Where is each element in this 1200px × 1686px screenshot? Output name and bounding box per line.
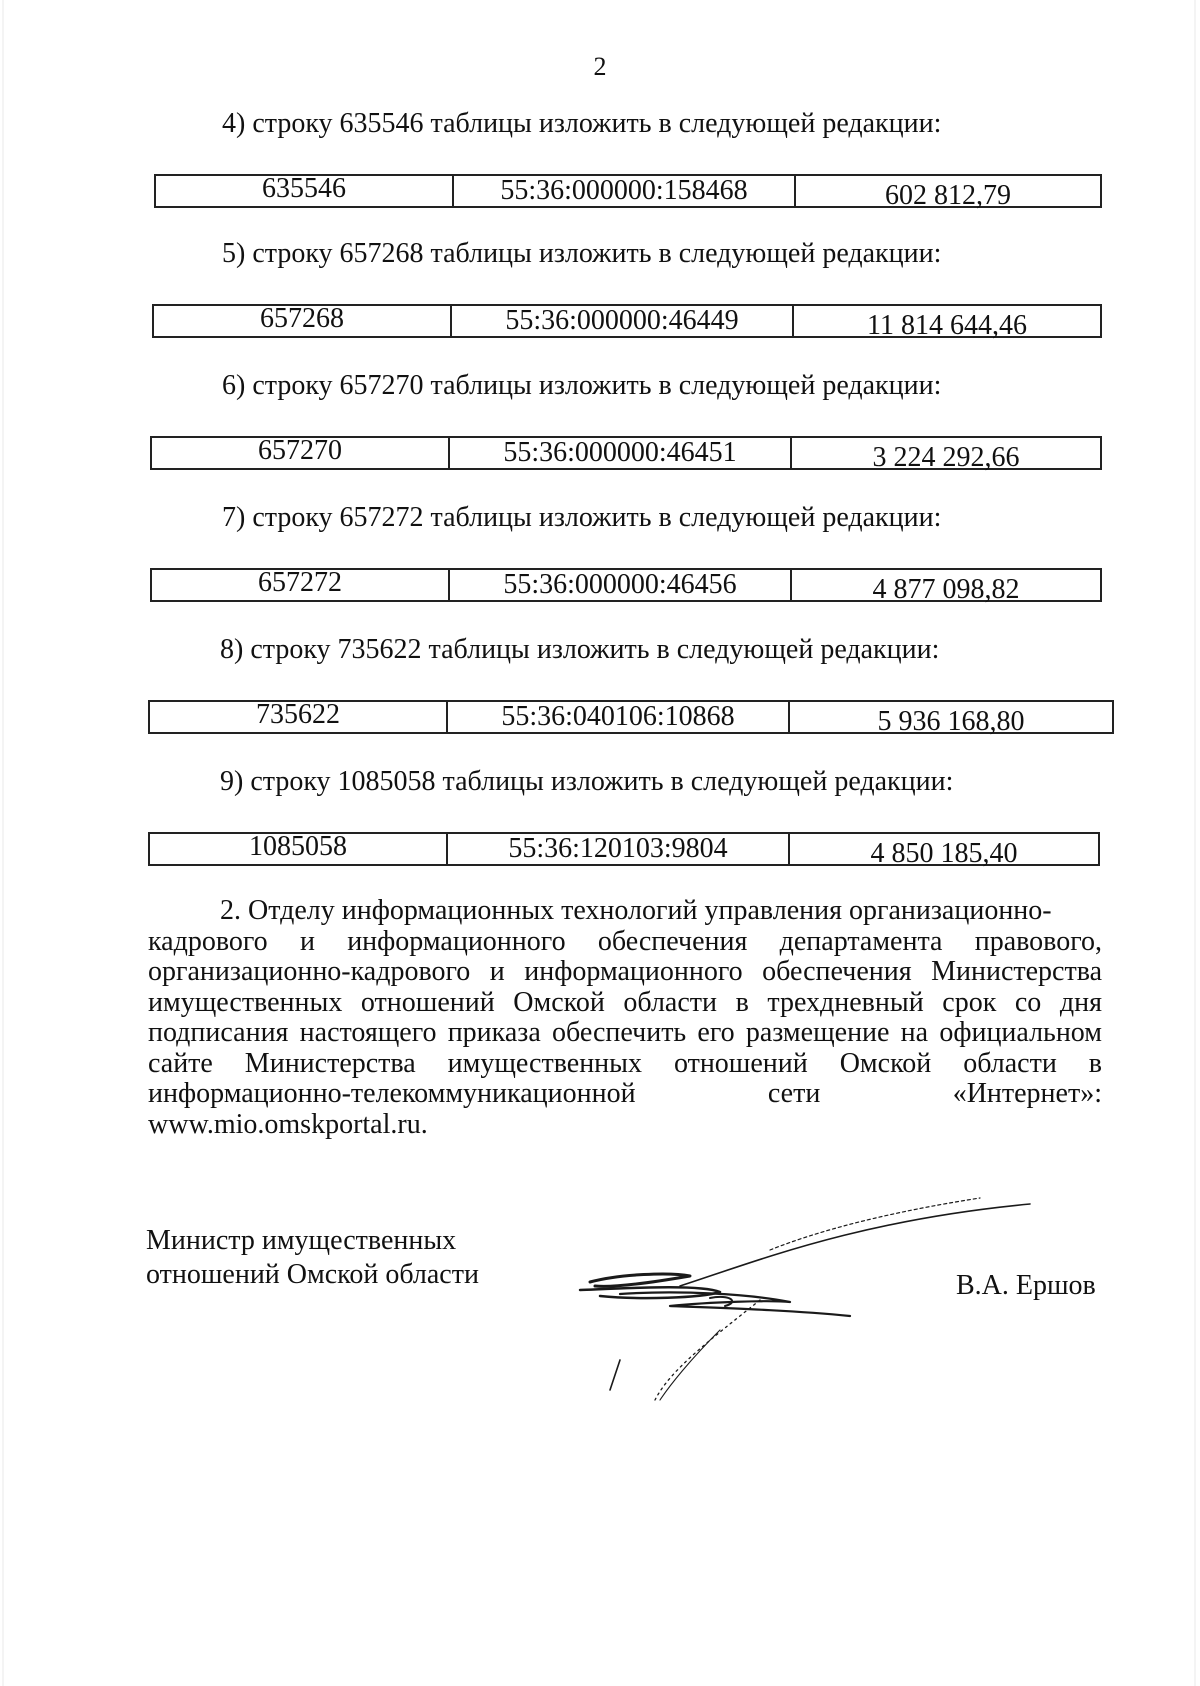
value-cell: 5 936 168,80 (877, 706, 1025, 737)
instruction-paragraph (148, 896, 1102, 1140)
row-id-cell: 657268 (154, 306, 452, 336)
table-row (150, 567, 1102, 605)
table-row (154, 173, 1102, 211)
row-id-cell: 657272 (152, 570, 450, 600)
cadastral-number-cell: 55:36:000000:46449 (452, 306, 794, 336)
row-caption: 4) строку 635546 таблицы изложить в следующей редакции: (222, 108, 942, 139)
row-id-cell: 657270 (152, 438, 450, 468)
value-cell: 602 812,79 (885, 180, 1011, 211)
cadastral-number-cell: 55:36:040106:10868 (448, 702, 790, 732)
value-cell: 11 814 644,46 (867, 310, 1027, 341)
signer-title-line2: отношений Омской области (146, 1259, 479, 1290)
row-caption: 6) строку 657270 таблицы изложить в следующей редакции: (222, 370, 942, 401)
signer-title (146, 1224, 479, 1292)
handwritten-signature (560, 1190, 1060, 1420)
cadastral-number-cell: 55:36:000000:46451 (450, 438, 792, 468)
row-caption: 7) строку 657272 таблицы изложить в следующей редакции: (222, 502, 942, 533)
row-caption: 9) строку 1085058 таблицы изложить в следующей редакции: (220, 766, 954, 797)
row-id-cell: 735622 (150, 702, 448, 732)
cadastral-number-cell: 55:36:000000:158468 (454, 176, 796, 206)
scan-edge-right (1194, 0, 1196, 1686)
table-row (152, 303, 1102, 341)
table-row (148, 699, 1114, 737)
scan-edge-left (2, 0, 4, 1686)
cadastral-number-cell: 55:36:000000:46456 (450, 570, 792, 600)
paragraph-first-line: 2. Отделу информационных технологий управления организационно- (220, 895, 1052, 926)
signer-title-line1: Министр имущественных (146, 1225, 457, 1256)
value-cell: 4 850 185,40 (870, 838, 1018, 869)
table-row (150, 435, 1102, 473)
value-cell: 3 224 292,66 (872, 442, 1020, 473)
cadastral-number-cell: 55:36:120103:9804 (448, 834, 790, 864)
value-cell: 4 877 098,82 (872, 574, 1020, 605)
page-number: 2 (593, 52, 607, 81)
table-row (148, 831, 1100, 869)
signer-name: В.А. Ершов (956, 1270, 1096, 1301)
row-caption: 5) строку 657268 таблицы изложить в следующей редакции: (222, 238, 942, 269)
row-id-cell: 1085058 (150, 834, 448, 864)
paragraph-body: кадрового и информационного обеспечения департамента правового, организационно-кадрового и информационного обеспечения Министерства имущественных отношений Омской области в трехдневный срок со дня подписания настоящего приказа обеспечить его размещение на официальном сайте Министерства имущественных отношений Омской области в информационно-телекоммуникационной сети «Интернет»: www.mio.omskportal.ru. (148, 925, 1102, 1140)
row-id-cell: 635546 (156, 176, 454, 206)
row-caption: 8) строку 735622 таблицы изложить в следующей редакции: (220, 634, 940, 665)
